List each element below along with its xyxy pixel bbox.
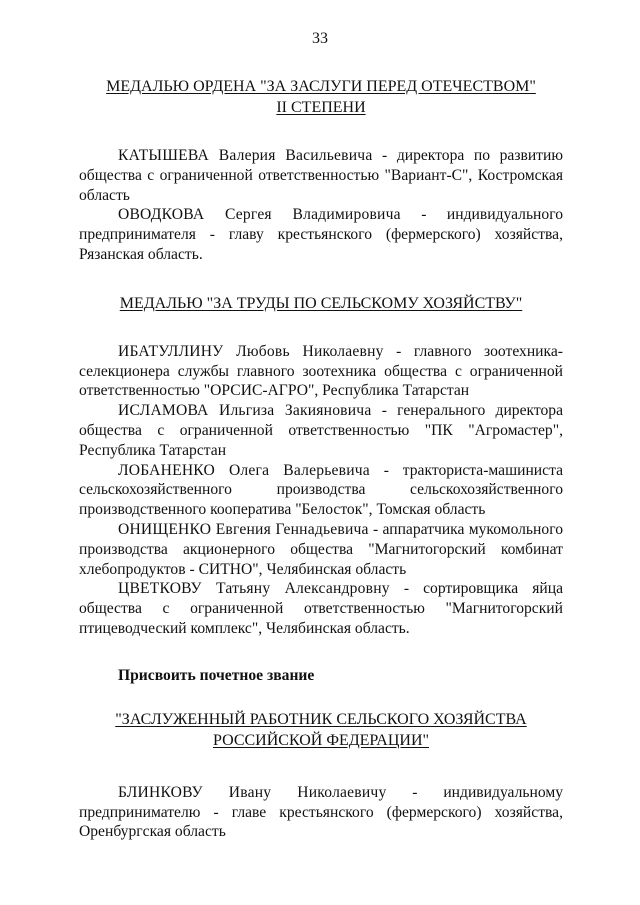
award-entry	[79, 461, 563, 520]
heading-line: РОССИЙСКОЙ ФЕДЕРАЦИИ"	[212, 731, 430, 749]
page-number: 33	[312, 30, 328, 47]
assign-title-label: Присвоить почетное звание	[118, 666, 315, 684]
recipient-details: - аппаратчика мукомольного производства акционерного общества "Магнитогорский комбинат хлебопродуктов - СИТНО", Челябинская область	[79, 520, 563, 578]
recipient-details: - тракториста-машиниста сельскохозяйственного производства сельскохозяйственного производственного кооператива "Белосток", Томская область	[79, 461, 563, 519]
award-entry	[79, 520, 563, 579]
recipient-name: ЦВЕТКОВУ Татьяну Александровну	[118, 580, 390, 598]
heading-line: "ЗАСЛУЖЕННЫЙ РАБОТНИК СЕЛЬСКОГО ХОЗЯЙСТВА	[115, 710, 527, 728]
recipient-name: ИБАТУЛЛИНУ Любовь Николаевну	[118, 342, 384, 360]
award-entry	[79, 401, 563, 460]
recipient-details: - индивидуальному предпринимателю - главе крестьянского (фермерского) хозяйства, Оренбургская область	[79, 783, 564, 841]
recipient-name: КАТЫШЕВА Валерия Васильевича	[118, 147, 373, 164]
award-entry	[79, 342, 563, 401]
recipient-name: ИСЛАМОВА Ильгиза Закияновича	[118, 402, 372, 420]
document-body	[79, 76, 563, 842]
recipient-details: - сортировщика яйца общества с ограниченной ответственностью "Магнитогорский птицеводческий комплекс", Челябинская область.	[79, 580, 563, 637]
section-heading-agriculture-medal	[79, 293, 563, 314]
section-heading-honorary-title	[79, 709, 563, 751]
recipient-details: - индивидуального предпринимателя - главу крестьянского (фермерского) хозяйства, Рязанская область.	[79, 206, 563, 263]
recipient-details: - главного зоотехника-селекционера службы главного зоотехника общества с ограниченной ответственностью "ОРСИС-АГРО", Республика Татарстан	[79, 342, 563, 400]
award-entry	[79, 205, 563, 264]
heading-line: МЕДАЛЬЮ "ЗА ТРУДЫ ПО СЕЛЬСКОМУ ХОЗЯЙСТВУ"	[119, 294, 523, 312]
recipient-name: БЛИНКОВУ Ивану Николаевичу	[118, 783, 387, 801]
recipient-details: - директора по развитию общества с ограниченной ответственностью "Вариант-С", Костромская область	[79, 147, 563, 204]
heading-line: II СТЕПЕНИ	[276, 99, 366, 116]
award-entry	[79, 146, 563, 205]
recipient-name: ОНИЩЕНКО Евгения Геннадьевича	[118, 520, 369, 538]
heading-line: МЕДАЛЬЮ ОРДЕНА "ЗА ЗАСЛУГИ ПЕРЕД ОТЕЧЕСТВОМ"	[106, 78, 536, 95]
recipient-details: - генерального директора общества с ограниченной ответственностью "ПК "Агромастер", Республика Татарстан	[79, 402, 564, 459]
award-entry	[79, 579, 563, 638]
recipient-name: ЛОБАНЕНКО Олега Валерьевича	[118, 461, 370, 479]
section-heading-order-medal	[79, 76, 563, 118]
award-entry	[79, 783, 563, 842]
recipient-name: ОВОДКОВА Сергея Владимировича	[118, 206, 401, 224]
